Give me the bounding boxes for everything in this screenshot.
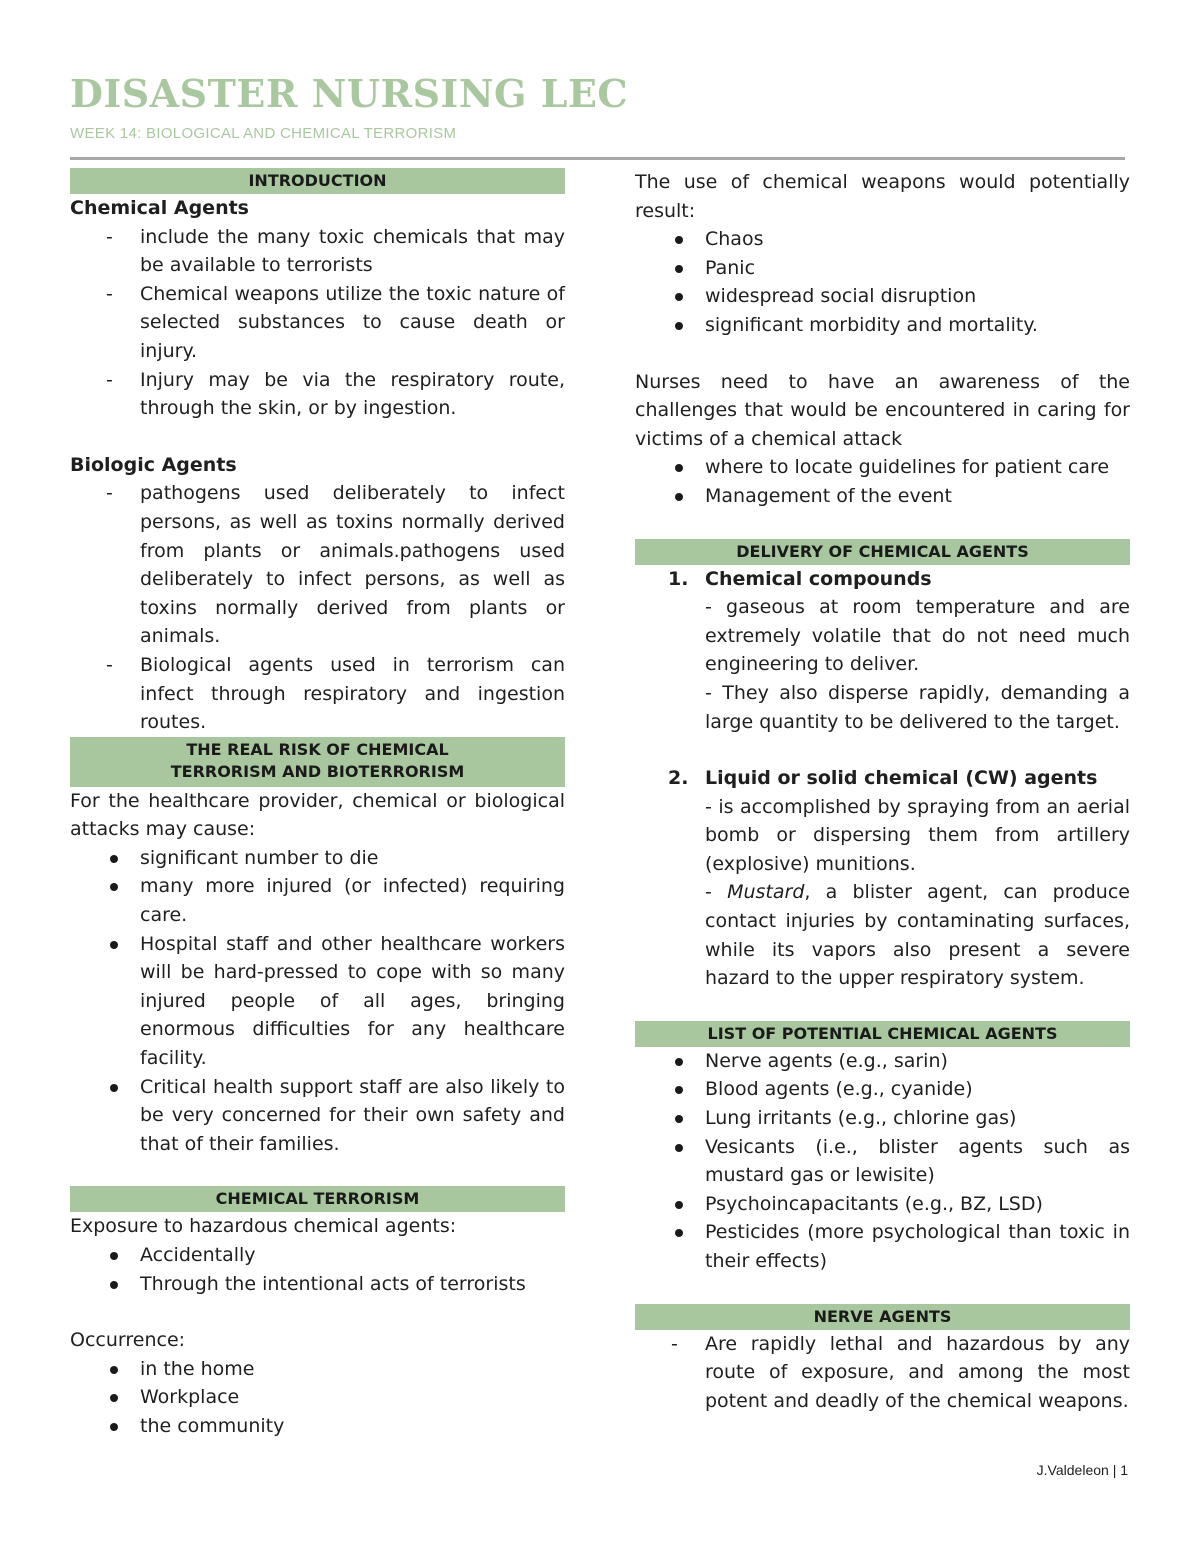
- nerve-agents-list: [635, 1330, 1130, 1416]
- list-item: Lung irritants (e.g., chlorine gas): [635, 1104, 1130, 1133]
- item-title: Chemical compounds: [705, 567, 932, 590]
- exposure-list: [70, 1241, 565, 1298]
- subheading-biologic-agents: Biologic Agents: [70, 453, 237, 476]
- list-item: the community: [70, 1412, 565, 1441]
- header-divider: [70, 157, 1125, 160]
- chemical-terrorism-intro: Exposure to hazardous chemical agents:: [70, 1215, 457, 1238]
- nurses-intro: Nurses need to have an awareness of the challenges that would be encountered in caring for victims of a chemical attack: [635, 370, 1130, 450]
- list-item: Pesticides (more psychological than toxic in their effects): [635, 1218, 1130, 1275]
- list-item: - pathogens used deliberately to infect persons, as well as toxins normally derived from plants or animals.pathogens used deliberately to infect persons, as well as toxins normally derived from plants or animals.: [70, 479, 565, 651]
- list-item: Vesicants (i.e., blister agents such as mustard gas or lewisite): [635, 1133, 1130, 1190]
- list-item: widespread social disruption: [635, 282, 1130, 311]
- section-heading-potential-list: LIST OF POTENTIAL CHEMICAL AGENTS: [635, 1021, 1130, 1047]
- heading-line: TERRORISM AND BIOTERRORISM: [170, 761, 465, 781]
- nurses-list: [635, 453, 1130, 510]
- item-paragraph: - is accomplished by spraying from an aerial bomb or dispersing them from artillery (explosive) munitions.: [705, 795, 1130, 875]
- list-item: where to locate guidelines for patient care: [635, 453, 1130, 482]
- list-item: many more injured (or infected) requiring care.: [70, 872, 565, 929]
- chemical-agents-list: [70, 223, 565, 423]
- list-item: - Injury may be via the respiratory route, through the skin, or by ingestion.: [70, 366, 565, 423]
- heading-line: THE REAL RISK OF CHEMICAL: [186, 739, 449, 759]
- list-item: significant number to die: [70, 844, 565, 873]
- list-item: Blood agents (e.g., cyanide): [635, 1075, 1130, 1104]
- subheading-chemical-agents: Chemical Agents: [70, 197, 249, 219]
- text-prefix: -: [705, 881, 728, 904]
- item-number: 2.: [668, 767, 689, 790]
- list-item: significant morbidity and mortality.: [635, 311, 1130, 340]
- list-item: Panic: [635, 254, 1130, 283]
- section-heading-delivery: DELIVERY OF CHEMICAL AGENTS: [635, 539, 1130, 565]
- list-item: Management of the event: [635, 482, 1130, 511]
- list-item: Psychoincapacitants (e.g., BZ, LSD): [635, 1190, 1130, 1219]
- list-item: - Chemical weapons utilize the toxic nature of selected substances to cause death or injury.: [70, 280, 565, 366]
- list-item: Through the intentional acts of terrorists: [70, 1270, 565, 1299]
- occurrence-list: [70, 1355, 565, 1441]
- list-item: in the home: [70, 1355, 565, 1384]
- section-heading-introduction: INTRODUCTION: [70, 168, 565, 194]
- item-number: 1.: [668, 567, 689, 590]
- occurrence-label: Occurrence:: [70, 1329, 186, 1352]
- list-item: - Biological agents used in terrorism can infect through respiratory and ingestion routes.: [70, 651, 565, 737]
- item-paragraph: [705, 878, 1130, 992]
- list-item: Workplace: [70, 1383, 565, 1412]
- emphasis-mustard: Mustard: [727, 881, 805, 904]
- list-item: Hospital staff and other healthcare workers will be hard-pressed to cope with so many injured people of all ages, bringing enormous difficulties for any healthcare facility.: [70, 930, 565, 1073]
- section-heading-nerve-agents: NERVE AGENTS: [635, 1304, 1130, 1330]
- list-item: Critical health support staff are also likely to be very concerned for their own safety and that of their families.: [70, 1073, 565, 1159]
- document-title: DISASTER NURSING LEC: [70, 71, 629, 116]
- delivery-item-1: [635, 565, 1130, 737]
- document-subtitle: WEEK 14: BIOLOGICAL AND CHEMICAL TERRORISM: [70, 125, 457, 142]
- text-rest: , a blister agent, can produce contact injuries by contaminating surfaces, while its vapors also present a severe hazard to the upper respiratory system.: [705, 881, 1130, 990]
- list-item: Accidentally: [70, 1241, 565, 1270]
- list-item: Nerve agents (e.g., sarin): [635, 1047, 1130, 1076]
- list-item: - include the many toxic chemicals that may be available to terrorists: [70, 223, 565, 280]
- biologic-agents-list: [70, 479, 565, 736]
- use-results-list: [635, 225, 1130, 339]
- use-intro: The use of chemical weapons would potentially result:: [635, 171, 1130, 222]
- left-column: [70, 168, 565, 1441]
- item-paragraph: - They also disperse rapidly, demanding a large quantity to be delivered to the target.: [705, 681, 1130, 733]
- page-footer: J.Valdeleon | 1: [1036, 1462, 1128, 1478]
- item-title: Liquid or solid chemical (CW) agents: [705, 767, 1098, 790]
- list-item: - Are rapidly lethal and hazardous by any route of exposure, and among the most potent and deadly of the chemical weapons.: [635, 1330, 1130, 1416]
- real-risk-list: [70, 844, 565, 1159]
- delivery-item-2: [635, 764, 1130, 993]
- item-paragraph: - gaseous at room temperature and are extremely volatile that do not need much engineering to deliver.: [705, 596, 1130, 676]
- right-column: [635, 168, 1130, 1415]
- real-risk-intro: For the healthcare provider, chemical or biological attacks may cause:: [70, 789, 565, 841]
- section-heading-real-risk: [70, 737, 565, 787]
- list-item: Chaos: [635, 225, 1130, 254]
- potential-agents-list: [635, 1047, 1130, 1276]
- section-heading-chemical-terrorism: CHEMICAL TERRORISM: [70, 1186, 565, 1212]
